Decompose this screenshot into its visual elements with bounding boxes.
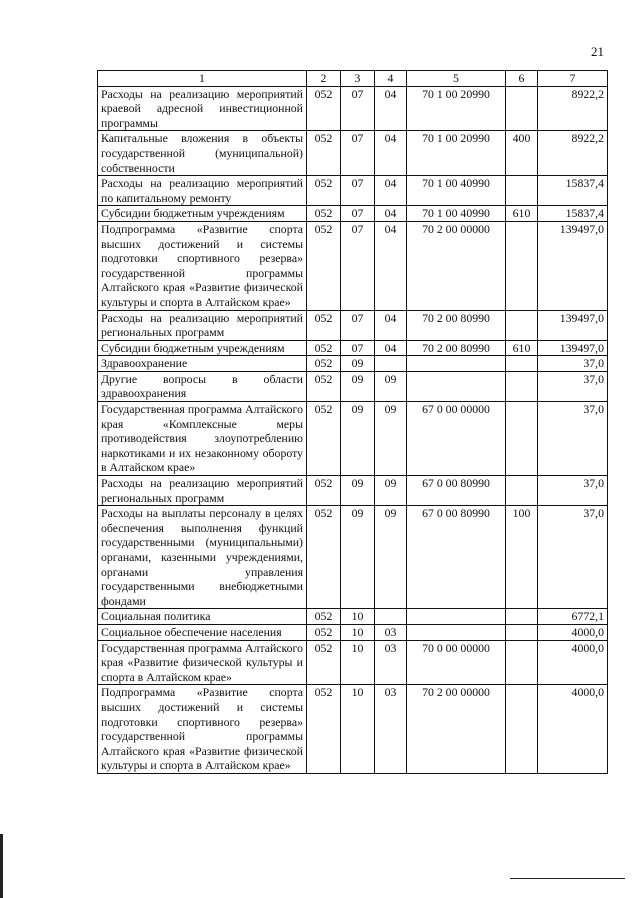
- cell-csr: 70 1 00 20990: [407, 86, 506, 131]
- cell-name: Расходы на реализацию мероприятий по капитальному ремонту: [98, 176, 307, 206]
- header-cell: 5: [407, 71, 506, 87]
- cell-sum: 4000,0: [538, 640, 608, 685]
- cell-sum: 4000,0: [538, 685, 608, 774]
- cell-ved: 052: [307, 221, 341, 310]
- cell-csr: 67 0 00 80990: [407, 476, 506, 506]
- cell-name: Расходы на выплаты персоналу в целях обеспечения выполнения функций государственными (муниципальными) органами, казенными учреждениями, органами управления государственными внебюджетными фондами: [98, 506, 307, 609]
- cell-pr: 09: [375, 506, 407, 609]
- cell-ved: 052: [307, 310, 341, 340]
- cell-name: Социальная политика: [98, 609, 307, 625]
- cell-name: Субсидии бюджетным учреждениям: [98, 206, 307, 222]
- cell-sum: 139497,0: [538, 310, 608, 340]
- cell-csr: 70 2 00 00000: [407, 221, 506, 310]
- header-cell: 3: [341, 71, 375, 87]
- cell-sum: 37,0: [538, 506, 608, 609]
- cell-sum: 15837,4: [538, 206, 608, 222]
- cell-vr: [506, 476, 538, 506]
- table-row: [98, 640, 608, 685]
- cell-pr: 03: [375, 640, 407, 685]
- cell-rz: 09: [341, 506, 375, 609]
- cell-name: Подпрограмма «Развитие спорта высших достижений и системы подготовки спортивного резерва» государственной программы Алтайского края «Развитие физической культуры и спорта в Алтайском крае»: [98, 685, 307, 774]
- cell-pr: 09: [375, 402, 407, 476]
- cell-name: Расходы на реализацию мероприятий краевой адресной инвестиционной программы: [98, 86, 307, 131]
- cell-vr: 100: [506, 506, 538, 609]
- cell-rz: 09: [341, 371, 375, 401]
- cell-rz: 07: [341, 131, 375, 176]
- cell-pr: [375, 609, 407, 625]
- cell-csr: 70 1 00 40990: [407, 176, 506, 206]
- cell-vr: [506, 402, 538, 476]
- cell-name: Другие вопросы в области здравоохранения: [98, 371, 307, 401]
- table-row: [98, 506, 608, 609]
- cell-pr: 03: [375, 624, 407, 640]
- cell-pr: 04: [375, 86, 407, 131]
- cell-pr: 04: [375, 131, 407, 176]
- table-row: [98, 86, 608, 131]
- table-row: [98, 624, 608, 640]
- cell-vr: [506, 624, 538, 640]
- cell-ved: 052: [307, 640, 341, 685]
- table-row: [98, 221, 608, 310]
- cell-vr: [506, 640, 538, 685]
- cell-sum: 6772,1: [538, 609, 608, 625]
- cell-pr: 04: [375, 340, 407, 356]
- cell-ved: 052: [307, 476, 341, 506]
- cell-vr: [506, 371, 538, 401]
- cell-pr: 09: [375, 476, 407, 506]
- header-cell: 6: [506, 71, 538, 87]
- cell-rz: 07: [341, 340, 375, 356]
- header-cell: 1: [98, 71, 307, 87]
- table-row: [98, 476, 608, 506]
- cell-ved: 052: [307, 609, 341, 625]
- table-row: [98, 176, 608, 206]
- cell-vr: 610: [506, 206, 538, 222]
- cell-rz: 07: [341, 176, 375, 206]
- table-row: [98, 356, 608, 372]
- table-row: [98, 310, 608, 340]
- cell-vr: 400: [506, 131, 538, 176]
- table-row: [98, 685, 608, 774]
- cell-ved: 052: [307, 206, 341, 222]
- cell-csr: 67 0 00 00000: [407, 402, 506, 476]
- cell-rz: 09: [341, 402, 375, 476]
- cell-vr: 610: [506, 340, 538, 356]
- cell-ved: 052: [307, 685, 341, 774]
- cell-vr: [506, 221, 538, 310]
- cell-name: Подпрограмма «Развитие спорта высших достижений и системы подготовки спортивного резерва» государственной программы Алтайского края «Развитие физической культуры и спорта в Алтайском крае»: [98, 221, 307, 310]
- table-row: [98, 402, 608, 476]
- cell-rz: 10: [341, 609, 375, 625]
- cell-name: Расходы на реализацию мероприятий региональных программ: [98, 476, 307, 506]
- cell-csr: 70 0 00 00000: [407, 640, 506, 685]
- cell-ved: 052: [307, 624, 341, 640]
- cell-csr: 70 1 00 20990: [407, 131, 506, 176]
- cell-name: Здравоохранение: [98, 356, 307, 372]
- cell-rz: 07: [341, 86, 375, 131]
- cell-ved: 052: [307, 506, 341, 609]
- page-number: 21: [591, 44, 604, 59]
- cell-vr: [506, 685, 538, 774]
- cell-pr: 09: [375, 371, 407, 401]
- header-cell: 7: [538, 71, 608, 87]
- table-row: [98, 340, 608, 356]
- table-row: [98, 609, 608, 625]
- cell-sum: 8922,2: [538, 86, 608, 131]
- cell-rz: 10: [341, 640, 375, 685]
- cell-name: Государственная программа Алтайского края «Комплексные меры противодействия злоупотреблению наркотиками и их незаконному обороту в Алтайском крае»: [98, 402, 307, 476]
- cell-name: Расходы на реализацию мероприятий региональных программ: [98, 310, 307, 340]
- cell-rz: 10: [341, 624, 375, 640]
- cell-ved: 052: [307, 371, 341, 401]
- budget-table: [97, 70, 608, 774]
- cell-name: Субсидии бюджетным учреждениям: [98, 340, 307, 356]
- cell-name: Государственная программа Алтайского края «Развитие физической культуры и спорта в Алтайском крае»: [98, 640, 307, 685]
- cell-csr: [407, 609, 506, 625]
- cell-sum: 4000,0: [538, 624, 608, 640]
- cell-sum: 139497,0: [538, 340, 608, 356]
- cell-ved: 052: [307, 176, 341, 206]
- cell-ved: 052: [307, 340, 341, 356]
- cell-vr: [506, 86, 538, 131]
- cell-csr: 70 2 00 00000: [407, 685, 506, 774]
- cell-csr: 67 0 00 80990: [407, 506, 506, 609]
- cell-pr: [375, 356, 407, 372]
- cell-pr: 04: [375, 221, 407, 310]
- cell-sum: 139497,0: [538, 221, 608, 310]
- cell-ved: 052: [307, 86, 341, 131]
- table-row: [98, 371, 608, 401]
- cell-csr: [407, 356, 506, 372]
- table-row: [98, 206, 608, 222]
- cell-csr: 70 2 00 80990: [407, 310, 506, 340]
- cell-sum: 37,0: [538, 371, 608, 401]
- header-cell: 2: [307, 71, 341, 87]
- header-cell: 4: [375, 71, 407, 87]
- cell-pr: 03: [375, 685, 407, 774]
- cell-name: Социальное обеспечение населения: [98, 624, 307, 640]
- cell-ved: 052: [307, 402, 341, 476]
- scan-artifact-line: [0, 834, 3, 898]
- cell-vr: [506, 609, 538, 625]
- cell-name: Капитальные вложения в объекты государственной (муниципальной) собственности: [98, 131, 307, 176]
- cell-csr: 70 2 00 80990: [407, 340, 506, 356]
- cell-vr: [506, 176, 538, 206]
- table-row: [98, 131, 608, 176]
- cell-vr: [506, 310, 538, 340]
- cell-rz: 07: [341, 310, 375, 340]
- cell-pr: 04: [375, 206, 407, 222]
- cell-sum: 8922,2: [538, 131, 608, 176]
- cell-rz: 07: [341, 221, 375, 310]
- cell-pr: 04: [375, 176, 407, 206]
- cell-sum: 37,0: [538, 402, 608, 476]
- cell-sum: 37,0: [538, 476, 608, 506]
- scan-artifact-line: [510, 878, 625, 879]
- cell-ved: 052: [307, 356, 341, 372]
- cell-sum: 15837,4: [538, 176, 608, 206]
- cell-csr: [407, 624, 506, 640]
- cell-vr: [506, 356, 538, 372]
- cell-csr: [407, 371, 506, 401]
- cell-rz: 07: [341, 206, 375, 222]
- cell-ved: 052: [307, 131, 341, 176]
- cell-rz: 09: [341, 476, 375, 506]
- cell-sum: 37,0: [538, 356, 608, 372]
- table-header-row: [98, 71, 608, 87]
- cell-csr: 70 1 00 40990: [407, 206, 506, 222]
- cell-rz: 10: [341, 685, 375, 774]
- cell-rz: 09: [341, 356, 375, 372]
- cell-pr: 04: [375, 310, 407, 340]
